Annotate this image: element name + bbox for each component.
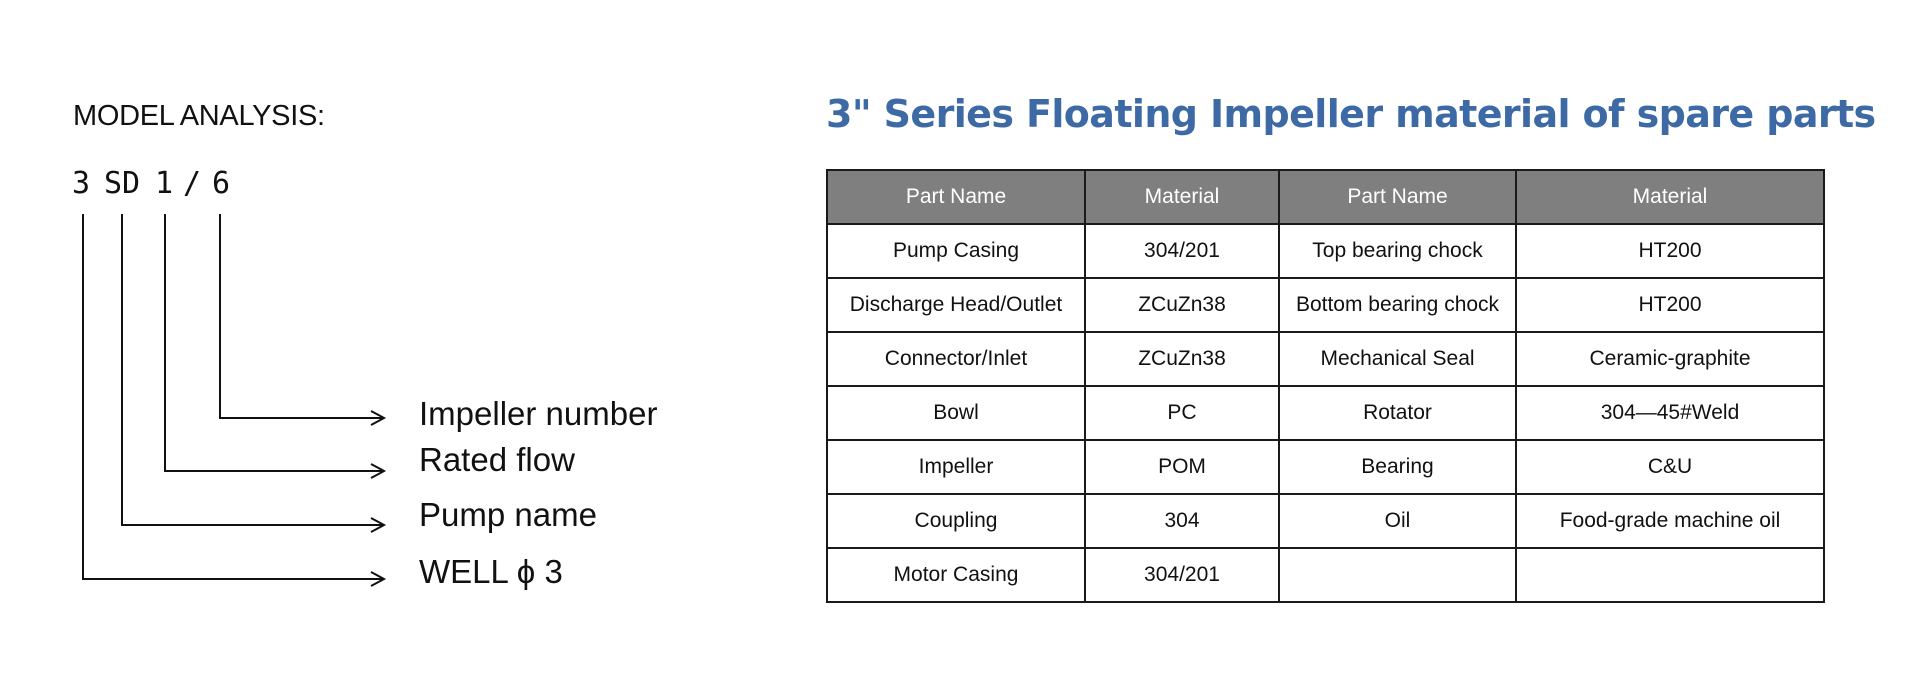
table-row (827, 386, 1824, 440)
model-analysis-heading: MODEL ANALYSIS: (73, 100, 325, 132)
table-cell: HT200 (1516, 224, 1824, 278)
code-part-series: 3 (72, 166, 91, 201)
bracket-rated-flow (165, 214, 383, 471)
table-cell: Impeller (827, 440, 1085, 494)
table-cell: Rotator (1279, 386, 1516, 440)
table-cell: Ceramic-graphite (1516, 332, 1824, 386)
table-cell: 304—45#Weld (1516, 386, 1824, 440)
table-cell: Discharge Head/Outlet (827, 278, 1085, 332)
header-material: Material (1516, 170, 1824, 224)
code-part-pump: SD (104, 166, 141, 201)
table-row (827, 548, 1824, 602)
table-cell (1516, 548, 1824, 602)
table-cell: 304/201 (1085, 548, 1279, 602)
table-row (827, 494, 1824, 548)
label-pump-name: Pump name (419, 496, 597, 533)
code-part-flow: 1 (155, 166, 174, 201)
table-row (827, 278, 1824, 332)
table-cell: Oil (1279, 494, 1516, 548)
table-cell: Food-grade machine oil (1516, 494, 1824, 548)
table-cell: POM (1085, 440, 1279, 494)
code-part-impeller: 6 (212, 166, 231, 201)
table-cell: Motor Casing (827, 548, 1085, 602)
header-part-name: Part Name (827, 170, 1085, 224)
table-cell: Mechanical Seal (1279, 332, 1516, 386)
table-cell: ZCuZn38 (1085, 332, 1279, 386)
spare-parts-table (826, 169, 1825, 603)
table-cell: Coupling (827, 494, 1085, 548)
table-cell: 304 (1085, 494, 1279, 548)
table-cell (1279, 548, 1516, 602)
table-row (827, 224, 1824, 278)
table-cell: Bearing (1279, 440, 1516, 494)
bracket-impeller-number (220, 214, 383, 418)
table-cell: Pump Casing (827, 224, 1085, 278)
table-cell: HT200 (1516, 278, 1824, 332)
code-part-separator: / (183, 166, 202, 201)
header-material: Material (1085, 170, 1279, 224)
table-header-row (827, 170, 1824, 224)
header-part-name: Part Name (1279, 170, 1516, 224)
label-well-diameter: WELL ϕ 3 (419, 553, 563, 590)
table-cell: Bowl (827, 386, 1085, 440)
table-cell: ZCuZn38 (1085, 278, 1279, 332)
table-cell: Bottom bearing chock (1279, 278, 1516, 332)
model-code-bracket-lines (0, 0, 420, 700)
table-row (827, 440, 1824, 494)
table-cell: 304/201 (1085, 224, 1279, 278)
table-cell: PC (1085, 386, 1279, 440)
table-title: 3" Series Floating Impeller material of spare parts (826, 92, 1876, 136)
bracket-pump-name (122, 214, 383, 525)
label-rated-flow: Rated flow (419, 441, 575, 478)
table-cell: C&U (1516, 440, 1824, 494)
table-cell: Top bearing chock (1279, 224, 1516, 278)
label-impeller-number: Impeller number (419, 395, 658, 432)
table-cell: Connector/Inlet (827, 332, 1085, 386)
table-row (827, 332, 1824, 386)
